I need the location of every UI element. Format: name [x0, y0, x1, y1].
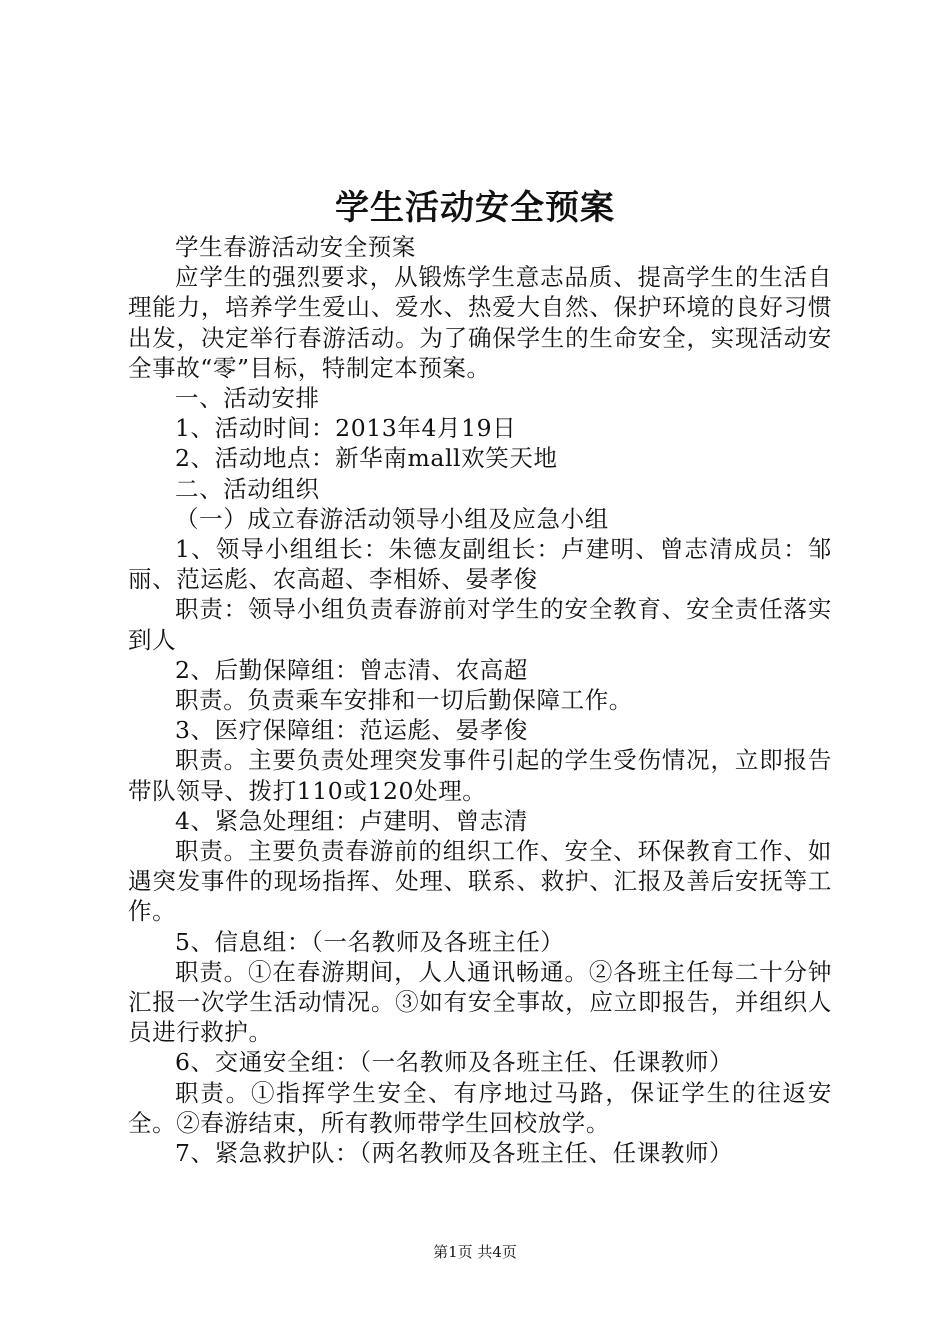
paragraph-traffic-group: 6、交通安全组：（一名教师及各班主任、任课教师）	[175, 1048, 734, 1077]
paragraph-emergency-group: 4、紧急处理组：卢建明、曾志清	[175, 806, 528, 835]
paragraph-leadership-group: 1、领导小组组长：朱德友副组长：卢建明、曾志清成员：邹丽、范运彪、农高超、李相娇、晏孝俊	[128, 535, 832, 594]
page-footer: 第1页 共4页	[433, 1243, 517, 1261]
paragraph-info-duty: 职责。①在春游期间，人人通讯畅通。②各班主任每二十分钟汇报一次学生活动情况。③如有安全事故，应立即报告，并组织人员进行救护。	[128, 957, 832, 1047]
paragraph-activity-location: 2、活动地点：新华南mall欢笑天地	[175, 444, 558, 473]
document-body	[128, 232, 832, 1168]
subsection-heading-groups: （一）成立春游活动领导小组及应急小组	[175, 504, 609, 533]
document-title: 学生活动安全预案	[335, 188, 615, 228]
paragraph-subtitle: 学生春游活动安全预案	[175, 233, 416, 261]
paragraph-activity-time: 1、活动时间：2013年4月19日	[175, 414, 517, 443]
paragraph-info-group: 5、信息组：（一名教师及各班主任）	[175, 927, 565, 956]
paragraph-medical-group: 3、医疗保障组：范运彪、晏孝俊	[175, 716, 528, 745]
paragraph-intro: 应学生的强烈要求，从锻炼学生意志品质、提高学生的生活自理能力，培养学生爱山、爱水、热爱大自然、保护环境的良好习惯出发，决定举行春游活动。为了确保学生的生命安全，实现活动安全事故“零”目标，特制定本预案。	[128, 263, 832, 382]
paragraph-medical-duty: 职责。主要负责处理突发事件引起的学生受伤情况，立即报告带队领导、拨打110或120处理。	[128, 746, 832, 805]
paragraph-logistics-duty: 职责。负责乘车安排和一切后勤保障工作。	[175, 686, 633, 715]
paragraph-logistics-group: 2、后勤保障组：曾志清、农高超	[175, 655, 528, 684]
paragraph-traffic-duty: 职责。①指挥学生安全、有序地过马路，保证学生的往返安全。②春游结束，所有教师带学生回校放学。	[128, 1078, 832, 1137]
paragraph-rescue-group: 7、紧急救护队：（两名教师及各班主任、任课教师）	[175, 1139, 734, 1168]
paragraph-leadership-duty: 职责：领导小组负责春游前对学生的安全教育、安全责任落实到人	[128, 595, 832, 654]
section-heading-arrangement: 一、活动安排	[175, 384, 320, 413]
section-heading-organization: 二、活动组织	[175, 474, 320, 503]
paragraph-emergency-duty: 职责。主要负责春游前的组织工作、安全、环保教育工作、如遇突发事件的现场指挥、处理、联系、救护、汇报及善后安抚等工作。	[128, 837, 832, 926]
